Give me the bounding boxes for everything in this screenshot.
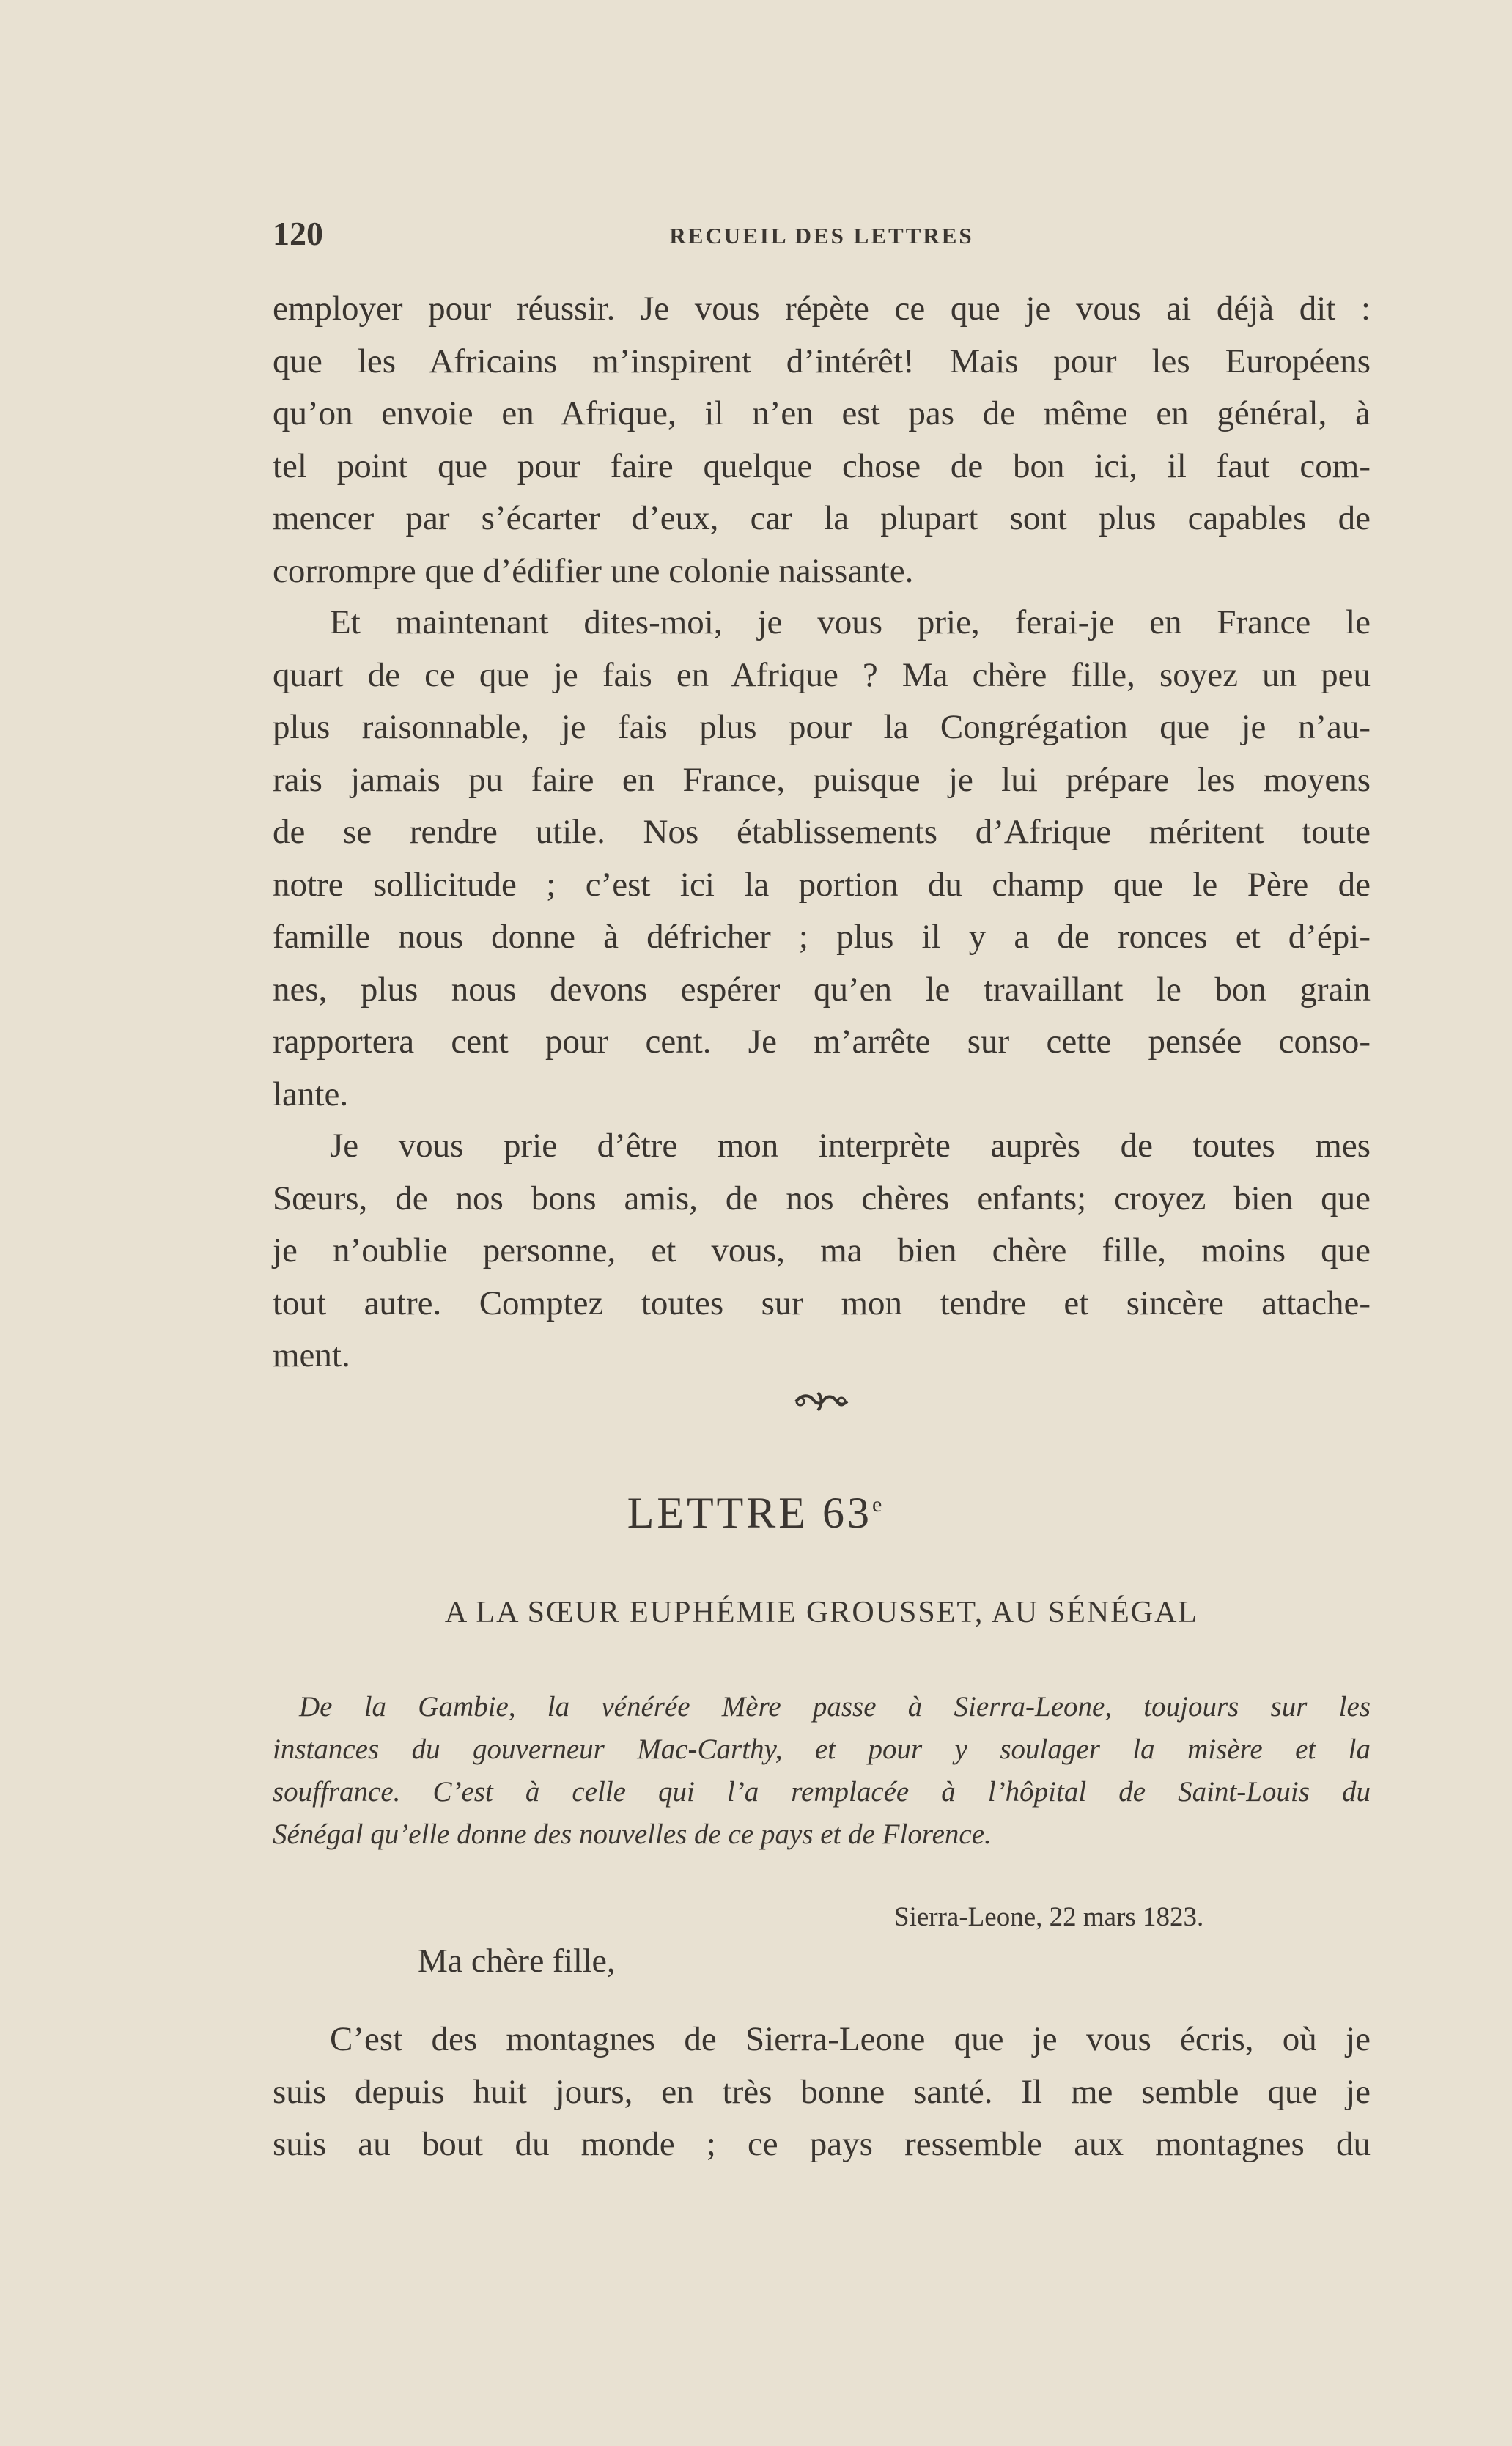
text-line: Je vous prie d’être mon interprète auprès de toutes mes [330, 1127, 1371, 1165]
text-line: de se rendre utile. Nos établissements d’Afrique méritent toute [273, 813, 1371, 851]
page-header [273, 214, 1371, 258]
text-line: plus raisonnable, je fais plus pour la Congrégation que je n’au- [273, 708, 1371, 746]
text-line: je n’oublie personne, et vous, ma bien chère fille, moins que [273, 1231, 1371, 1270]
summary-line: Sénégal qu’elle donne des nouvelles de ce pays et de Florence. [273, 1819, 992, 1850]
summary-line: souffrance. C’est à celle qui l’a remplacée à l’hôpital de Saint-Louis du [273, 1776, 1371, 1808]
summary-line: De la Gambie, la vénérée Mère passe à Sierra-Leone, toujours sur les [299, 1691, 1371, 1723]
letter-recipient: A LA SŒUR EUPHÉMIE GROUSSET, AU SÉNÉGAL [444, 1596, 1199, 1629]
letter-title-text: LETTRE 63 [627, 1489, 872, 1537]
text-line: suis au bout du monde ; ce pays ressemble aux montagnes du [273, 2125, 1371, 2163]
text-line: qu’on envoie en Afrique, il n’en est pas de même en général, à [273, 394, 1371, 432]
letter-body [273, 2014, 1371, 2171]
paragraph-et-maintenant [273, 597, 1371, 1121]
summary-line: instances du gouverneur Mac-Carthy, et pour y soulager la misère et la [273, 1734, 1371, 1765]
text-line: lante. [273, 1075, 349, 1113]
letter-title [0, 1488, 1512, 1539]
text-line: rapportera cent pour cent. Je m’arrête sur cette pensée conso- [273, 1023, 1371, 1061]
text-line: rais jamais pu faire en France, puisque je lui prépare les moyens [273, 760, 1371, 799]
salutation: Ma chère fille, [418, 1942, 616, 1979]
letter-summary [273, 1686, 1371, 1856]
running-head: RECUEIL DES LETTRES [669, 223, 974, 248]
text-line: nes, plus nous devons espérer qu’en le travaillant le bon grain [273, 970, 1371, 1009]
text-line: Et maintenant dites-moi, je vous prie, ferai-je en France le [330, 603, 1371, 641]
letter-title-suffix: e [871, 1492, 885, 1517]
text-line: que les Africains m’inspirent d’intérêt! Mais pour les Européens [273, 342, 1371, 380]
page-number: 120 [273, 215, 323, 252]
text-line: notre sollicitude ; c’est ici la portion du champ que le Père de [273, 865, 1371, 904]
fleuron-ornament-icon [792, 1387, 850, 1416]
text-line: ment. [273, 1336, 350, 1374]
text-line: suis depuis huit jours, en très bonne santé. Il me semble que je [273, 2072, 1371, 2111]
text-line: tel point que pour faire quelque chose de bon ici, il faut com- [273, 446, 1371, 485]
text-line: tout autre. Comptez toutes sur mon tendre et sincère attache- [273, 1283, 1371, 1322]
dateline: Sierra-Leone, 22 mars 1823. [894, 1902, 1204, 1932]
paragraph-continuation [273, 283, 1371, 597]
text-line: C’est des montagnes de Sierra-Leone que je vous écris, où je [330, 2020, 1371, 2058]
text-line: quart de ce que je fais en Afrique ? Ma chère fille, soyez un peu [273, 655, 1371, 694]
text-line: mencer par s’écarter d’eux, car la plupart sont plus capables de [273, 499, 1371, 537]
text-line: employer pour réussir. Je vous répète ce que je vous ai déjà dit : [273, 290, 1371, 328]
paragraph-je-vous-prie [273, 1120, 1371, 1382]
text-line: corrompre que d’édifier une colonie naissante. [273, 551, 914, 590]
text-line: Sœurs, de nos bons amis, de nos chères enfants; croyez bien que [273, 1179, 1371, 1218]
text-line: famille nous donne à défricher ; plus il y a de ronces et d’épi- [273, 918, 1371, 956]
